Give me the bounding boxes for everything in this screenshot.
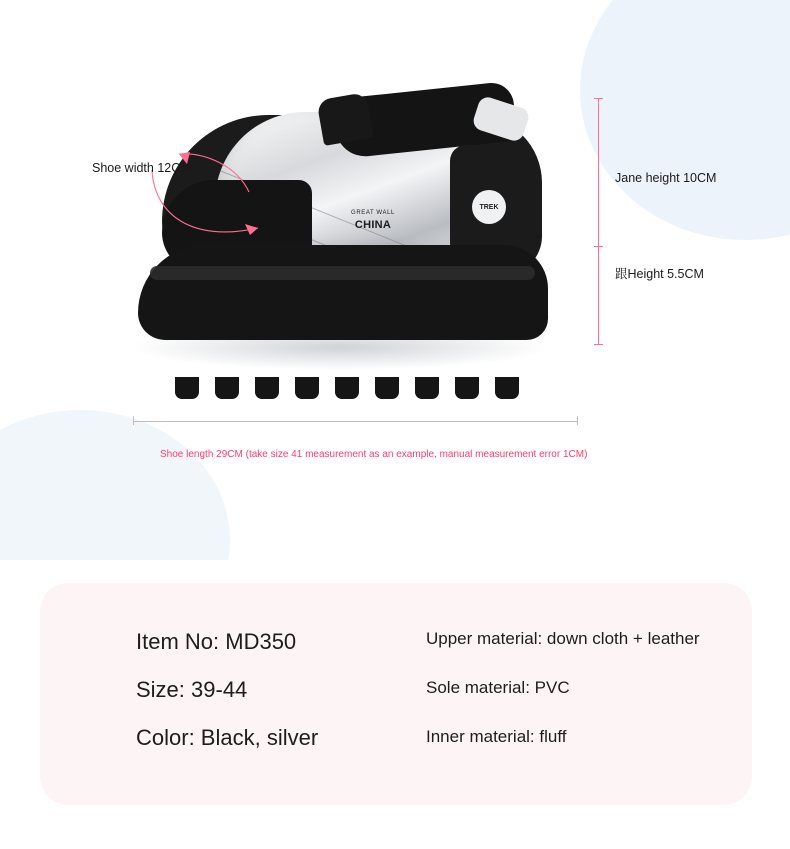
shoe-brand-mark [325,205,421,245]
shoe-width-arrow-secondary [175,148,255,208]
spec-size: Size: 39-44 [136,677,248,702]
spec-column-left [136,629,318,773]
heel-height-dimension-line [598,246,599,344]
shoe-heel-badge: TREK [472,190,506,224]
heel-height-cap-bottom [594,344,603,345]
shoe-width-label: Shoe width 12CM [92,161,191,175]
product-spec-card [40,583,752,805]
decorative-blue-corner-bottom-left [0,410,230,560]
shoe-length-cap-right [577,416,578,425]
page-bottom-band [0,812,790,849]
shoe-length-dimension-line [133,421,578,422]
shoe-brand-sub: GREAT WALL [351,210,395,216]
heel-height-label: 跟Height 5.5CM [615,267,704,281]
shoe-length-cap-left [133,416,134,425]
jane-height-dimension-line [598,98,599,246]
decorative-blue-corner-top-right [580,0,790,240]
spec-upper-material: Upper material: down cloth + leather [426,629,700,648]
spec-sole-material: Sole material: PVC [426,678,570,697]
spec-item-no: Item No: MD350 [136,629,297,654]
shoe-sole-midline [150,266,535,280]
spec-column-right [426,629,700,776]
spec-inner-material: Inner material: fluff [426,727,567,746]
shoe-length-label: Shoe length 29CM (take size 41 measurement as an example, manual measurement error 1CM) [160,449,588,460]
shoe-brand-text: CHINA [354,219,392,231]
spec-color: Color: Black, silver [136,725,319,750]
jane-height-label: Jane height 10CM [615,171,717,185]
shoe-pull-loop [316,92,373,146]
jane-height-cap-top [594,98,603,99]
